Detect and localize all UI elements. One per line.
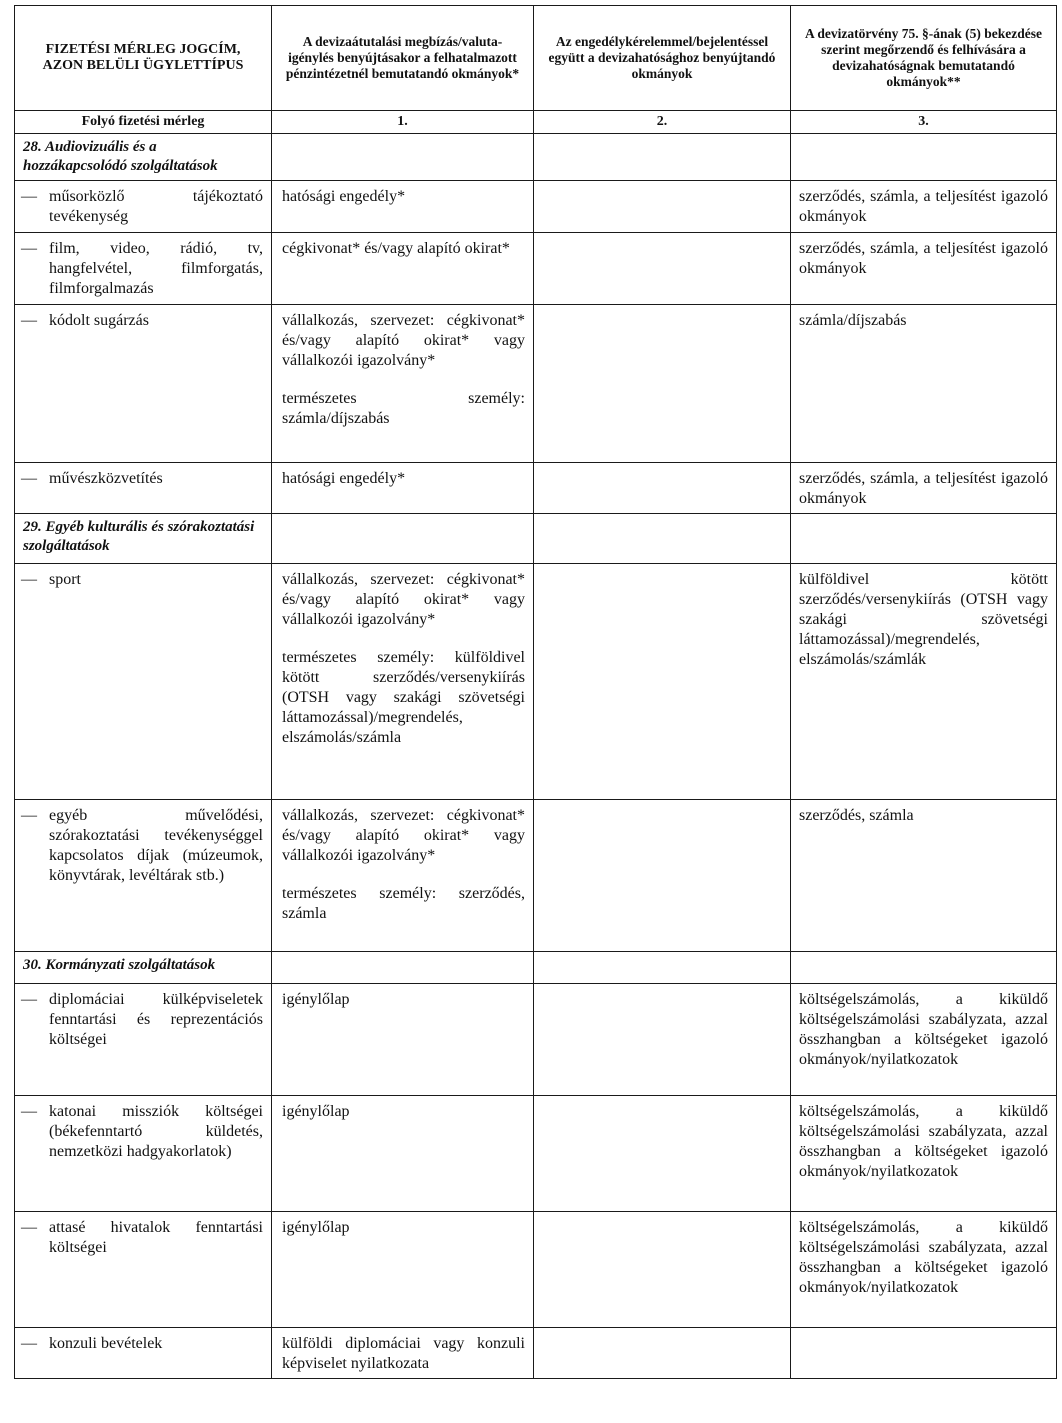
section-row xyxy=(15,134,1057,181)
retained-document-text: külföldivel kötött szerződés/versenykiírás (OTSH vagy szakági szövetségi láttamozással)/megrendelés, elszámolás/számlák xyxy=(799,571,1048,668)
transaction-type-cell xyxy=(15,800,272,952)
transaction-type-label: művészközvetítés xyxy=(49,470,163,487)
authority-documents-cell xyxy=(534,463,791,514)
bank-document-text: vállalkozás, szervezet: cégkivonat* és/vagy alapító okirat* vagy vállalkozói igazolvány* xyxy=(282,312,525,369)
section-title: 29. Egyéb kulturális és szórakoztatási szolgáltatások xyxy=(15,514,272,564)
bank-documents-cell xyxy=(272,305,534,463)
retained-document-text: számla/díjszabás xyxy=(799,312,907,329)
empty-cell xyxy=(272,952,534,984)
table-row xyxy=(15,463,1057,514)
transaction-type-label: konzuli bevételek xyxy=(49,1335,163,1352)
transaction-type-cell xyxy=(15,1328,272,1379)
retained-document-text: szerződés, számla, a teljesítést igazoló okmányok xyxy=(799,470,1048,507)
retained-documents-cell xyxy=(791,305,1057,463)
dash-marker: — xyxy=(21,991,37,1008)
transaction-type-cell xyxy=(15,181,272,233)
bank-document-text: igénylőlap xyxy=(282,991,350,1008)
retained-documents-cell xyxy=(791,1328,1057,1379)
dash-marker: — xyxy=(21,1335,37,1352)
transaction-type-label: katonai missziók költségei (békefenntartó küldetés, nemzetközi hadgyakorlatok) xyxy=(49,1103,263,1160)
dash-marker: — xyxy=(21,1103,37,1120)
authority-documents-cell xyxy=(534,305,791,463)
empty-cell xyxy=(272,134,534,181)
table-row xyxy=(15,1212,1057,1328)
transaction-type-cell xyxy=(15,984,272,1096)
dash-marker: — xyxy=(21,312,37,329)
bank-documents-cell xyxy=(272,1096,534,1212)
retained-documents-cell xyxy=(791,984,1057,1096)
bank-documents-cell xyxy=(272,564,534,800)
dash-marker: — xyxy=(21,807,37,824)
authority-documents-cell xyxy=(534,1096,791,1212)
bank-documents-cell xyxy=(272,800,534,952)
table-row xyxy=(15,233,1057,305)
bank-document-text: vállalkozás, szervezet: cégkivonat* és/vagy alapító okirat* vagy vállalkozói igazolvány* xyxy=(282,571,525,628)
document-page xyxy=(14,5,1056,1379)
transaction-type-cell xyxy=(15,305,272,463)
header-col-0: FIZETÉSI MÉRLEG JOGCÍM, AZON BELÜLI ÜGYLETTÍPUS xyxy=(15,6,272,111)
retained-documents-cell xyxy=(791,181,1057,233)
table-body xyxy=(15,134,1057,1379)
retained-documents-cell xyxy=(791,564,1057,800)
transaction-type-label: sport xyxy=(49,571,81,588)
bank-documents-cell xyxy=(272,1212,534,1328)
bank-document-text: vállalkozás, szervezet: cégkivonat* és/vagy alapító okirat* vagy vállalkozói igazolvány* xyxy=(282,807,525,864)
bank-document-text: természetes személy: számla/díjszabás xyxy=(282,390,525,427)
bank-document-text: természetes személy: külföldivel kötött szerződés/versenykiírás (OTSH vagy szakági szövetségi láttamozással)/megrendelés, elszámolás/számla xyxy=(282,649,525,746)
subheader-col-2: 2. xyxy=(534,111,791,134)
bank-document-text: természetes személy: szerződés, számla xyxy=(282,885,525,922)
retained-document-text: szerződés, számla, a teljesítést igazoló okmányok xyxy=(799,188,1048,225)
transaction-type-cell xyxy=(15,1096,272,1212)
section-title: 28. Audiovizuális és a hozzákapcsolódó szolgáltatások xyxy=(15,134,272,181)
table-row xyxy=(15,1096,1057,1212)
subheader-col-0: Folyó fizetési mérleg xyxy=(15,111,272,134)
empty-cell xyxy=(534,134,791,181)
bank-document-text: igénylőlap xyxy=(282,1103,350,1120)
table-row xyxy=(15,1328,1057,1379)
subheader-col-3: 3. xyxy=(791,111,1057,134)
header-col-3: A devizatörvény 75. §-ának (5) bekezdése szerint megőrzendő és felhívására a devizahatóságnak bemutatandó okmányok** xyxy=(791,6,1057,111)
authority-documents-cell xyxy=(534,233,791,305)
transaction-type-label: kódolt sugárzás xyxy=(49,312,149,329)
bank-documents-cell xyxy=(272,984,534,1096)
retained-document-text: költségelszámolás, a kiküldő költségelszámolási szabályzata, azzal összhangban a költségeket igazoló okmányok/nyilatkozatok xyxy=(799,1103,1048,1180)
empty-cell xyxy=(791,952,1057,984)
retained-document-text: szerződés, számla xyxy=(799,807,914,824)
transaction-type-label: egyéb művelődési, szórakoztatási tevékenységgel kapcsolatos díjak (múzeumok, könyvtárak, levéltárak stb.) xyxy=(49,807,263,884)
header-col-2: Az engedélykérelemmel/bejelentéssel együtt a devizahatósághoz benyújtandó okmányok xyxy=(534,6,791,111)
transaction-type-label: film, video, rádió, tv, hangfelvétel, filmforgatás, filmforgalmazás xyxy=(49,240,263,297)
retained-documents-cell xyxy=(791,463,1057,514)
empty-cell xyxy=(534,952,791,984)
authority-documents-cell xyxy=(534,181,791,233)
bank-documents-cell xyxy=(272,233,534,305)
table-row xyxy=(15,984,1057,1096)
transaction-type-label: diplomáciai külképviseletek fenntartási és reprezentációs költségei xyxy=(49,991,263,1048)
retained-documents-cell xyxy=(791,800,1057,952)
retained-document-text xyxy=(791,1328,1056,1338)
dash-marker: — xyxy=(21,188,37,205)
transaction-type-label: műsorközlő tájékoztató tevékenység xyxy=(49,188,263,225)
dash-marker: — xyxy=(21,571,37,588)
section-row xyxy=(15,952,1057,984)
retained-document-text: költségelszámolás, a kiküldő költségelszámolási szabályzata, azzal összhangban a költségeket igazoló okmányok/nyilatkozatok xyxy=(799,991,1048,1068)
documents-table xyxy=(14,5,1057,1379)
empty-cell xyxy=(534,514,791,564)
header-col-1: A devizaátutalási megbízás/valuta-igénylés benyújtásakor a felhatalmazott pénzintézetnél bemutatandó okmányok* xyxy=(272,6,534,111)
table-row xyxy=(15,564,1057,800)
transaction-type-cell xyxy=(15,463,272,514)
header-row xyxy=(15,6,1057,111)
bank-document-text: külföldi diplomáciai vagy konzuli képviselet nyilatkozata xyxy=(282,1335,525,1372)
authority-documents-cell xyxy=(534,564,791,800)
bank-document-text: hatósági engedély* xyxy=(282,470,406,487)
transaction-type-label: attasé hivatalok fenntartási költségei xyxy=(49,1219,263,1256)
retained-document-text: szerződés, számla, a teljesítést igazoló okmányok xyxy=(799,240,1048,277)
authority-documents-cell xyxy=(534,984,791,1096)
empty-cell xyxy=(791,134,1057,181)
transaction-type-cell xyxy=(15,564,272,800)
dash-marker: — xyxy=(21,240,37,257)
bank-document-text: igénylőlap xyxy=(282,1219,350,1236)
section-title: 30. Kormányzati szolgáltatások xyxy=(15,952,272,984)
bank-document-text: cégkivonat* és/vagy alapító okirat* xyxy=(282,240,510,257)
table-row xyxy=(15,800,1057,952)
authority-documents-cell xyxy=(534,1212,791,1328)
bank-document-text: hatósági engedély* xyxy=(282,188,406,205)
retained-documents-cell xyxy=(791,233,1057,305)
authority-documents-cell xyxy=(534,1328,791,1379)
transaction-type-cell xyxy=(15,1212,272,1328)
dash-marker: — xyxy=(21,470,37,487)
section-row xyxy=(15,514,1057,564)
dash-marker: — xyxy=(21,1219,37,1236)
empty-cell xyxy=(791,514,1057,564)
bank-documents-cell xyxy=(272,1328,534,1379)
table-row xyxy=(15,181,1057,233)
table-row xyxy=(15,305,1057,463)
empty-cell xyxy=(272,514,534,564)
transaction-type-cell xyxy=(15,233,272,305)
bank-documents-cell xyxy=(272,463,534,514)
retained-document-text: költségelszámolás, a kiküldő költségelszámolási szabályzata, azzal összhangban a költségeket igazoló okmányok/nyilatkozatok xyxy=(799,1219,1048,1296)
column-number-row xyxy=(15,111,1057,134)
authority-documents-cell xyxy=(534,800,791,952)
retained-documents-cell xyxy=(791,1212,1057,1328)
retained-documents-cell xyxy=(791,1096,1057,1212)
subheader-col-1: 1. xyxy=(272,111,534,134)
bank-documents-cell xyxy=(272,181,534,233)
